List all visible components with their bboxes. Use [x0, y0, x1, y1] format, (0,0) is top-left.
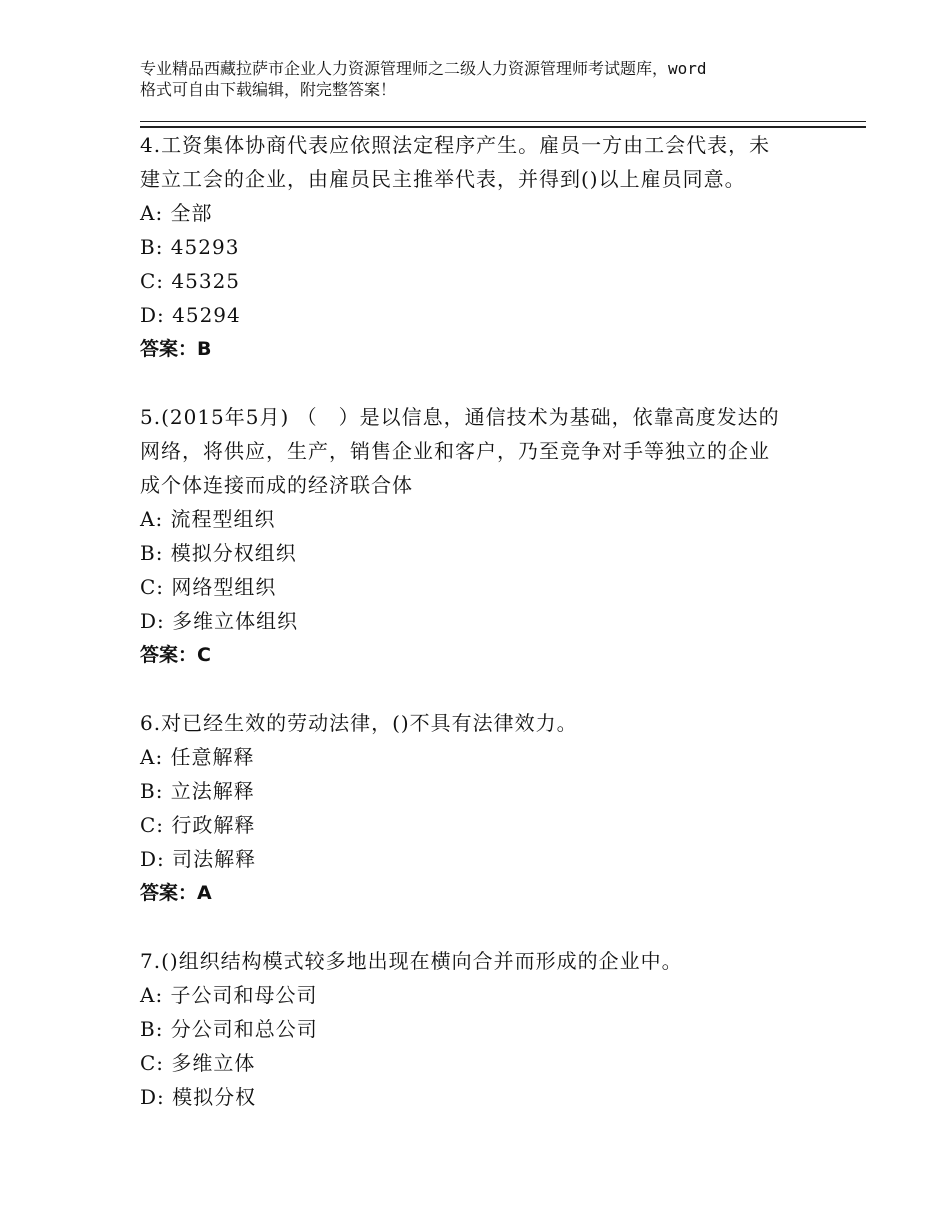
option-d: D: 多维立体组织 [140, 609, 299, 633]
document-header [140, 58, 840, 100]
option-d: D: 司法解释 [140, 847, 257, 871]
option-a: A: 全部 [140, 201, 213, 225]
answer: 答案：B [140, 338, 212, 360]
header-line-2: 格式可自由下载编辑，附完整答案！ [140, 80, 397, 99]
header-line-1: 专业精品西藏拉萨市企业人力资源管理师之二级人力资源管理师考试题库，word [140, 59, 707, 78]
question-4 [140, 128, 840, 366]
option-c: C: 多维立体 [140, 1051, 256, 1075]
option-b: B: 45293 [140, 235, 240, 259]
option-c: C: 网络型组织 [140, 575, 277, 599]
option-b: B: 分公司和总公司 [140, 1017, 318, 1041]
option-a: A: 任意解释 [140, 745, 255, 769]
option-b: B: 立法解释 [140, 779, 255, 803]
option-d: D: 45294 [140, 303, 241, 327]
question-text-line: 成个体连接而成的经济联合体 [140, 473, 413, 497]
question-text-line: 网络，将供应，生产，销售企业和客户，乃至竞争对手等独立的企业 [140, 439, 770, 463]
question-7 [140, 944, 840, 1114]
option-d: D: 模拟分权 [140, 1085, 257, 1109]
answer: 答案：A [140, 882, 212, 904]
option-c: C: 45325 [140, 269, 241, 293]
question-text-line: 6.对已经生效的劳动法律，()不具有法律效力。 [140, 711, 578, 735]
question-list [140, 128, 840, 1114]
question-text-line: 5.(2015年5月) （ ）是以信息，通信技术为基础，依靠高度发达的 [140, 405, 780, 429]
option-b: B: 模拟分权组织 [140, 541, 297, 565]
question-5 [140, 400, 840, 672]
option-c: C: 行政解释 [140, 813, 256, 837]
question-text-line: 4.工资集体协商代表应依照法定程序产生。雇员一方由工会代表，未 [140, 133, 771, 157]
header-divider [140, 121, 866, 128]
answer: 答案：C [140, 644, 211, 666]
question-text-line: 建立工会的企业，由雇员民主推举代表，并得到()以上雇员同意。 [140, 167, 746, 191]
option-a: A: 流程型组织 [140, 507, 276, 531]
option-a: A: 子公司和母公司 [140, 983, 318, 1007]
question-text-line: 7.()组织结构模式较多地出现在横向合并而形成的企业中。 [140, 949, 683, 973]
question-6 [140, 706, 840, 910]
